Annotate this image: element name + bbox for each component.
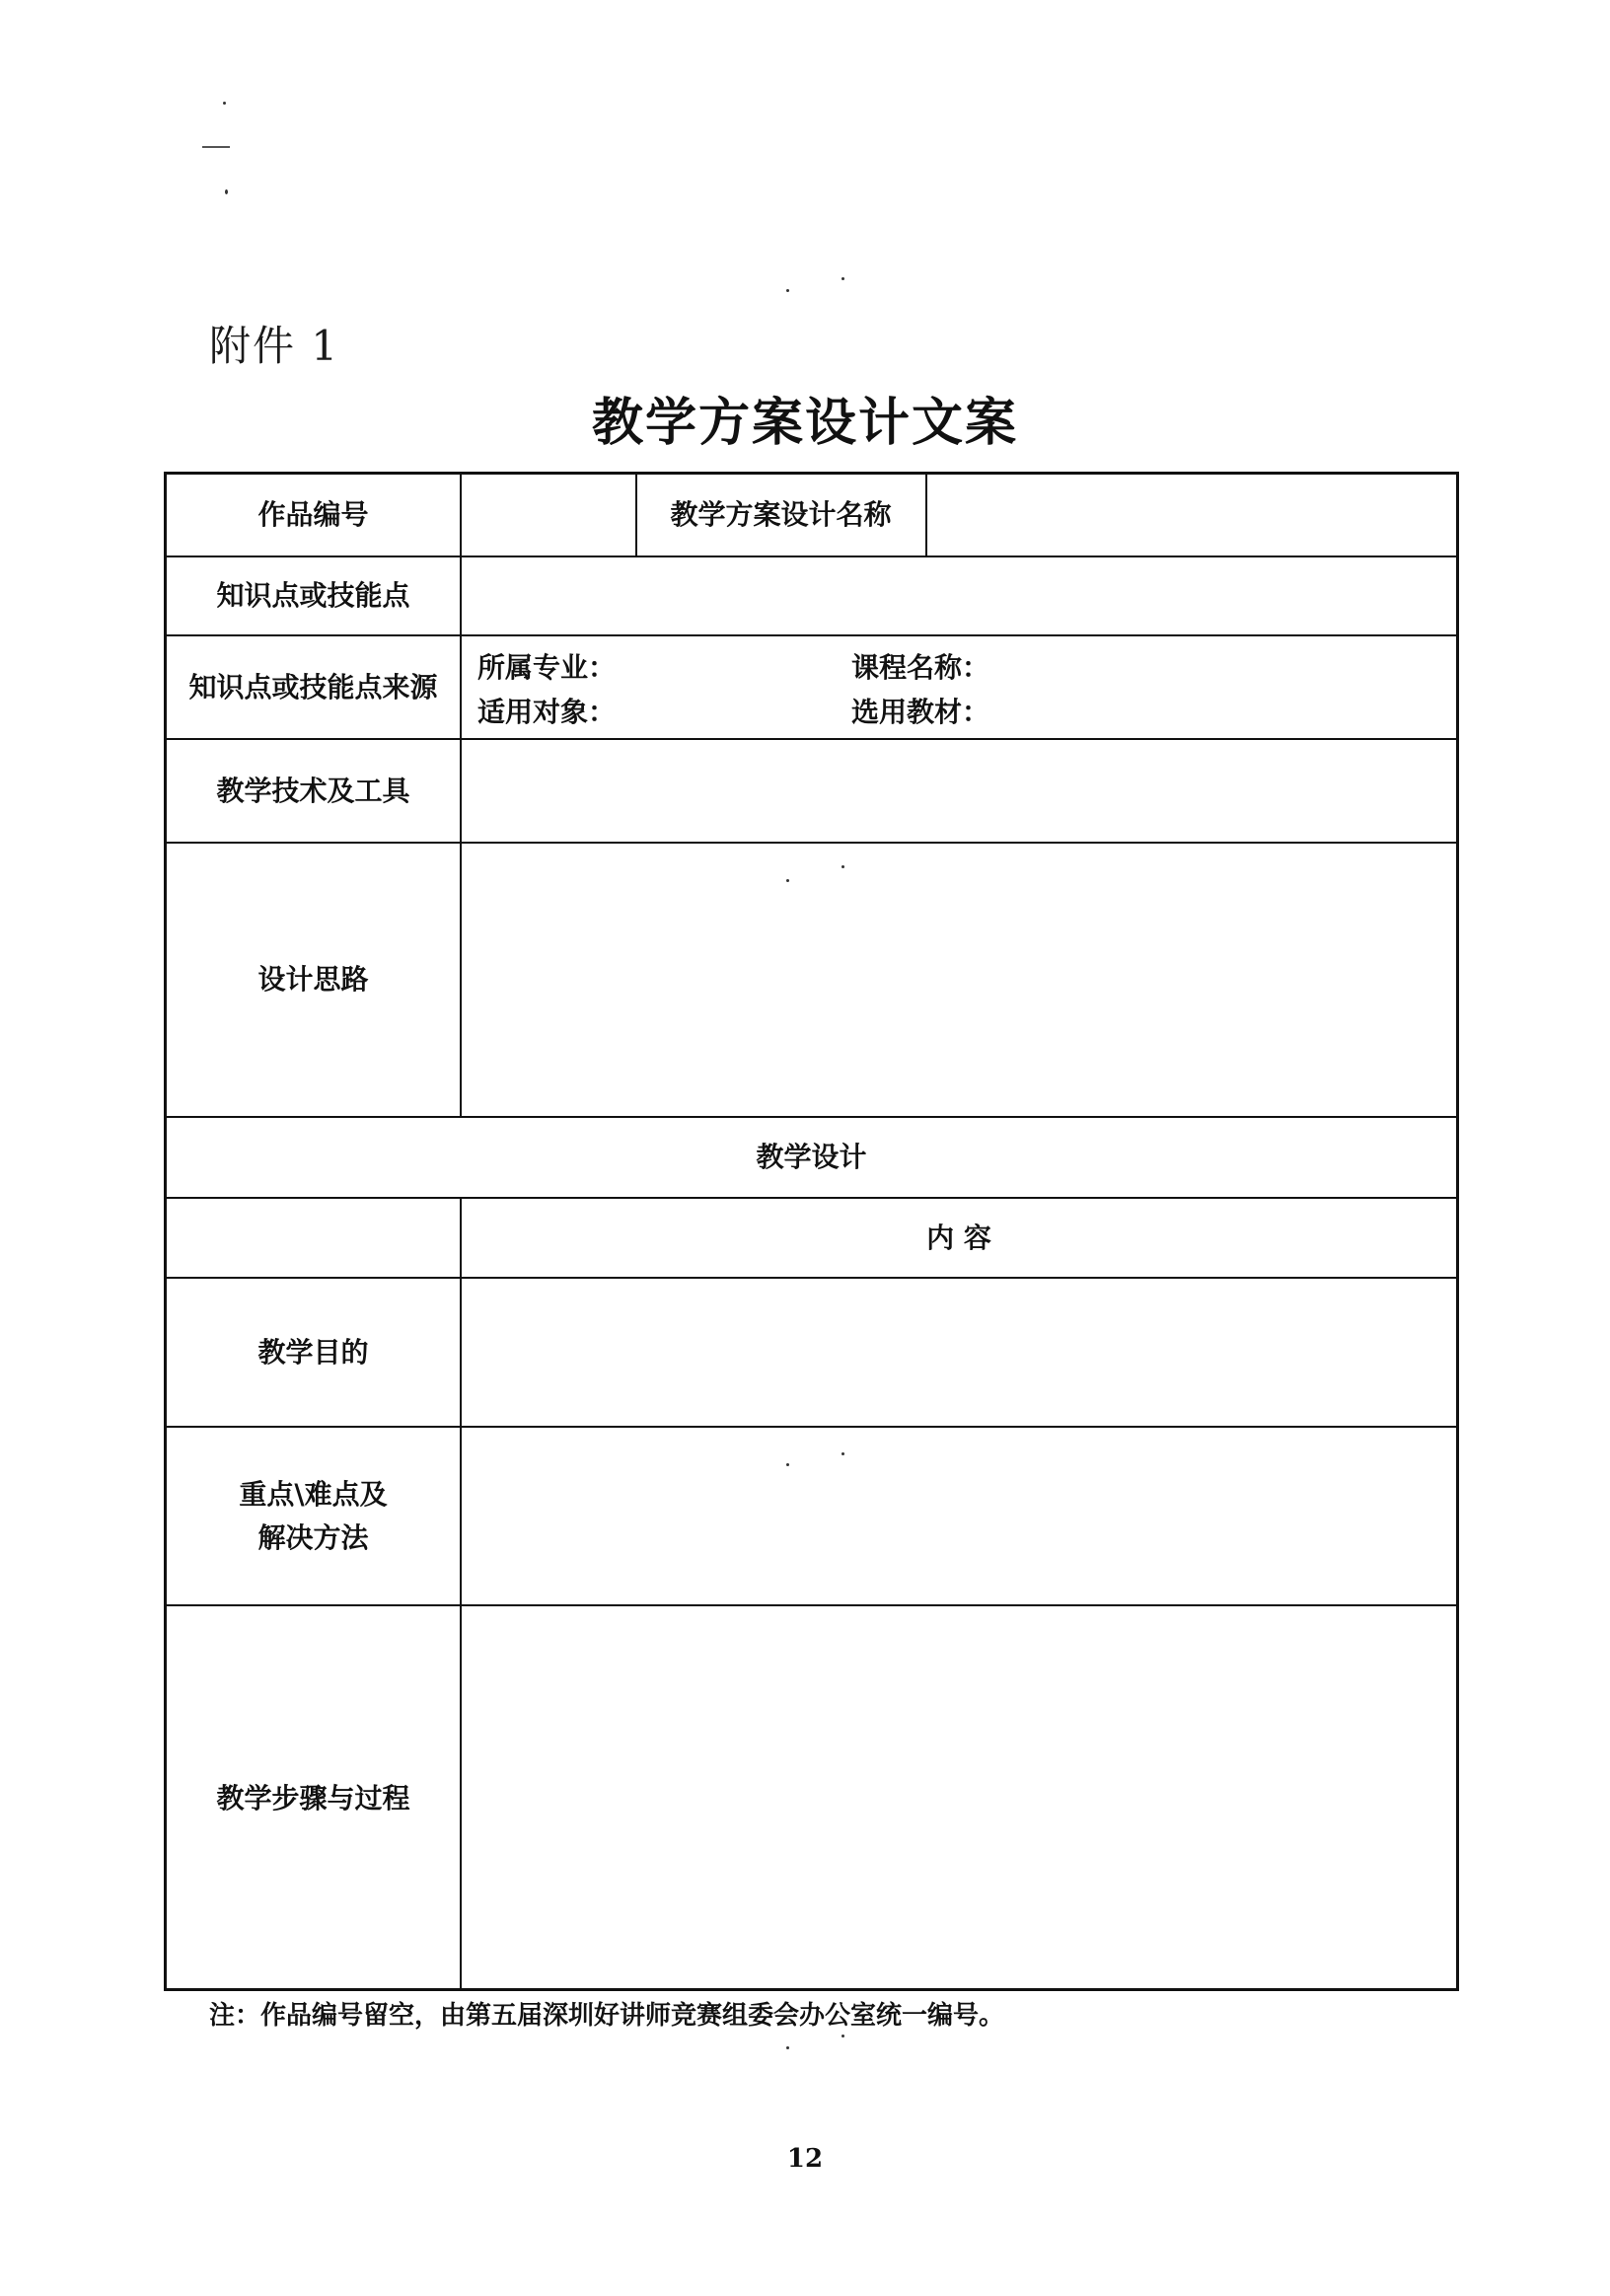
scan-speck xyxy=(842,2035,844,2037)
design-idea-label: 设计思路 xyxy=(257,963,369,996)
footer-note: 注：作品编号留空，由第五届深圳好讲师竞赛组委会办公室统一编号。 xyxy=(209,2001,1005,2031)
source-fields xyxy=(462,636,1456,738)
design-name-value[interactable] xyxy=(927,475,1456,555)
key-points-value[interactable] xyxy=(462,1428,1456,1604)
audience-field-label: 适用对象： xyxy=(477,696,617,728)
scan-speck xyxy=(225,189,228,194)
attachment-label: 附件 1 xyxy=(209,322,340,370)
scan-mark xyxy=(202,146,230,148)
document-title: 教学方案设计文案 xyxy=(591,393,1018,453)
blank-header-cell xyxy=(167,1199,460,1277)
content-heading: 内 容 xyxy=(926,1221,991,1254)
teaching-goal-value[interactable] xyxy=(462,1279,1456,1426)
key-points-label xyxy=(167,1428,460,1604)
tech-tools-label: 教学技术及工具 xyxy=(216,774,410,807)
tech-tools-value[interactable] xyxy=(462,740,1456,842)
scan-speck xyxy=(223,102,226,105)
textbook-field-label: 选用教材： xyxy=(851,696,990,728)
teaching-goal-label: 教学目的 xyxy=(257,1335,369,1369)
course-name-field-label: 课程名称： xyxy=(851,651,990,684)
design-idea-value[interactable] xyxy=(462,844,1456,1116)
scan-speck xyxy=(842,277,844,280)
key-points-label-line1: 重点\难点及 xyxy=(239,1477,388,1511)
knowledge-point-label: 知识点或技能点 xyxy=(216,579,410,612)
knowledge-point-value[interactable] xyxy=(462,557,1456,634)
work-number-value[interactable] xyxy=(462,475,634,555)
design-form-table xyxy=(164,472,1459,1991)
teaching-design-heading: 教学设计 xyxy=(756,1141,867,1173)
source-label: 知识点或技能点来源 xyxy=(188,670,438,704)
work-number-label: 作品编号 xyxy=(257,498,369,531)
major-field-label: 所属专业： xyxy=(477,651,617,684)
steps-value[interactable] xyxy=(462,1606,1456,1991)
design-name-label: 教学方案设计名称 xyxy=(670,498,892,531)
scan-speck xyxy=(786,2046,789,2049)
steps-label: 教学步骤与过程 xyxy=(216,1782,410,1815)
key-points-label-line2: 解决方法 xyxy=(257,1520,369,1554)
scan-speck xyxy=(786,289,789,292)
page-number: 12 xyxy=(786,2144,824,2174)
